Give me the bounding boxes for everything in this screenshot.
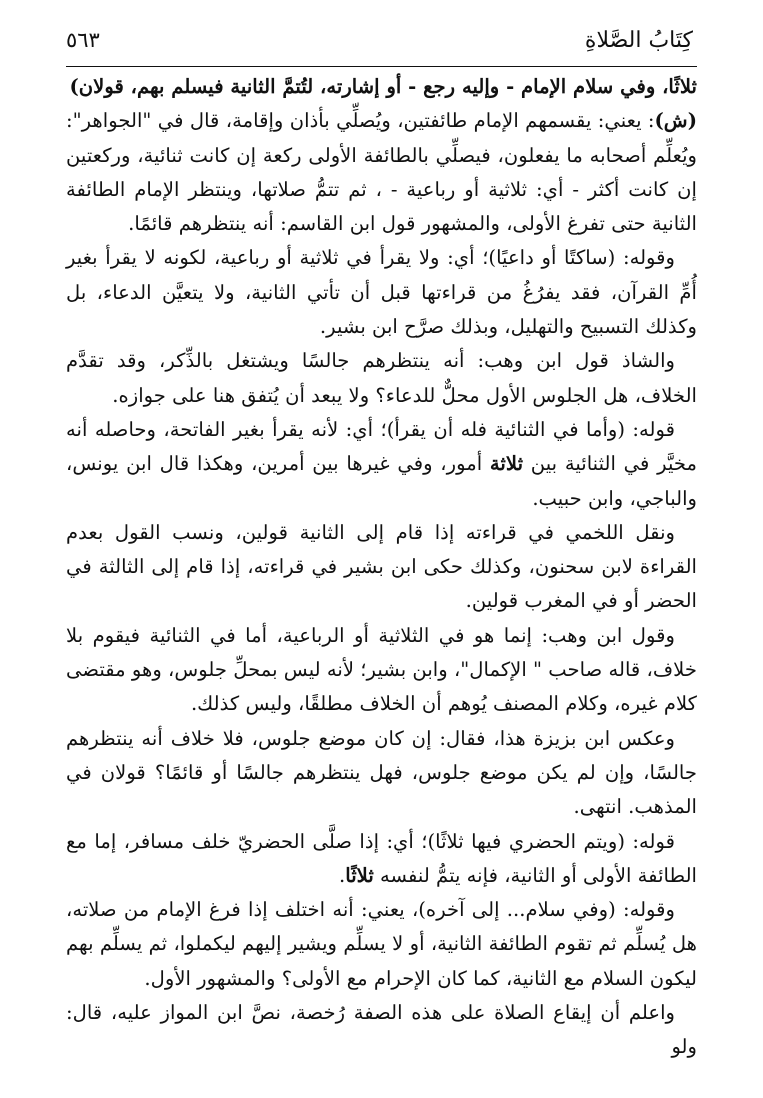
text-run: والشاذ قول ابن وهب: أنه ينتظرهم جالسًا ويشتغل بالذِّكر، وقد تقدَّم الخلاف، هل الجلوس الأول محلٌّ للدعاء؟ ولا يبعد أن يُتفق هنا على جوازه. bbox=[66, 349, 697, 407]
bold-text-run: ثلاثًا، وفي سلام الإمام - وإليه رجع - أو إشارته، لتُتمَّ الثانية فيسلم بهم، قولان) bbox=[69, 75, 697, 98]
text-run: . bbox=[339, 863, 346, 887]
paragraph bbox=[66, 241, 697, 344]
paragraph bbox=[66, 516, 697, 619]
text-run: : يعني: يقسمهم الإمام طائفتين، ويُصلِّي بأذان وإقامة، قال في "الجواهر": ويُعلِّم أصحابه ما يفعلون، فيصلِّي بالطائفة الأولى ركعة إن كانت ثنائية، وركعتين إن كانت أكثر - أي: ثلاثية أو رباعية - ، ثم تتمُّ صلاتها، وينتظر الإمام الطائفة الثانية حتى تفرغ الأولى، والمشهور قول ابن القاسم: أنه ينتظرهم قائمًا. bbox=[66, 109, 697, 236]
header-rule bbox=[66, 66, 697, 67]
paragraph bbox=[66, 722, 697, 825]
paragraph bbox=[66, 619, 697, 722]
text-run: ونقل اللخمي في قراءته إذا قام إلى الثانية قولين، ونسب القول بعدم القراءة لابن سحنون، وكذلك حكى ابن بشير في قراءته، إذا قام إلى الثالثة في الحضر أو في المغرب قولين. bbox=[66, 520, 697, 613]
running-title: كِتَابُ الصَّلاةِ bbox=[584, 28, 693, 53]
page-body bbox=[66, 70, 697, 1065]
text-run: واعلم أن إيقاع الصلاة على هذه الصفة رُخصة، نصَّ ابن المواز عليه، قال: ولو bbox=[66, 1001, 697, 1059]
bold-text-run: ثلاثًا bbox=[345, 863, 374, 887]
text-run: قوله: (وأما في الثنائية فله أن يقرأ)؛ أي: لأنه يقرأ بغير الفاتحة، وحاصله أنه مخيَّر في الثنائية بين bbox=[66, 417, 697, 476]
paragraph bbox=[66, 104, 697, 241]
paragraph bbox=[66, 413, 697, 516]
text-run: قوله: (ويتم الحضري فيها ثلاثًا)؛ أي: إذا صلَّى الحضريّ خلف مسافر، إما مع الطائفة الأولى أو الثانية، فإنه يتمُّ لنفسه bbox=[66, 829, 697, 887]
page-number: ٥٦٣ bbox=[66, 28, 100, 52]
text-run: وعكس ابن بزيزة هذا، فقال: إن كان موضع جلوس، فلا خلاف أنه ينتظرهم جالسًا، وإن لم يكن موضع جلوس، فهل ينتظرهم جالسًا أو قائمًا؟ قولان في المذهب. انتهى. bbox=[66, 726, 697, 819]
paragraph bbox=[66, 996, 697, 1065]
paragraph bbox=[66, 893, 697, 996]
text-run: وقوله: (وفي سلام... إلى آخره)، يعني: أنه اختلف إذا فرغ الإمام من صلاته، هل يُسلِّم ثم تقوم الطائفة الثانية، أو لا يسلِّم ويشير إليهم ليكملوا، ثم يسلِّم بهم ليكون السلام مع الثانية، كما كان الإحرام مع الأولى؟ والمشهور الأول. bbox=[66, 898, 697, 990]
paragraph bbox=[66, 825, 697, 894]
text-run: وقوله: (ساكتًا أو داعيًا)؛ أي: ولا يقرأ في ثلاثية أو رباعية، لكونه لا يقرأ بغير أُمِّ القرآن، فقد يفرُغُ من قراءتها قبل أن تأتي الثانية، ولا يتعيَّن الدعاء، بل وكذلك التسبيح والتهليل، وبذلك صرَّح ابن بشير. bbox=[66, 246, 697, 339]
text-run: أمور، وفي غيرها بين أمرين، وهكذا قال ابن يونس، والباجي، وابن حبيب. bbox=[66, 452, 697, 510]
page-header bbox=[66, 28, 693, 62]
paragraph bbox=[66, 344, 697, 413]
bold-text-run: ثلاثة bbox=[489, 452, 524, 476]
bold-text-run: (ش) bbox=[654, 109, 697, 133]
text-run: وقول ابن وهب: إنما هو في الثلاثية أو الرباعية، أما في الثنائية فيقوم بلا خلاف، قاله صاحب " الإكمال"، وابن بشير؛ لأنه ليس بمحلِّ جلوس، وهو مقتضى كلام غيره، وكلام المصنف يُوهم أن الخلاف مطلقًا، وليس كذلك. bbox=[66, 623, 697, 716]
paragraph bbox=[66, 70, 697, 104]
